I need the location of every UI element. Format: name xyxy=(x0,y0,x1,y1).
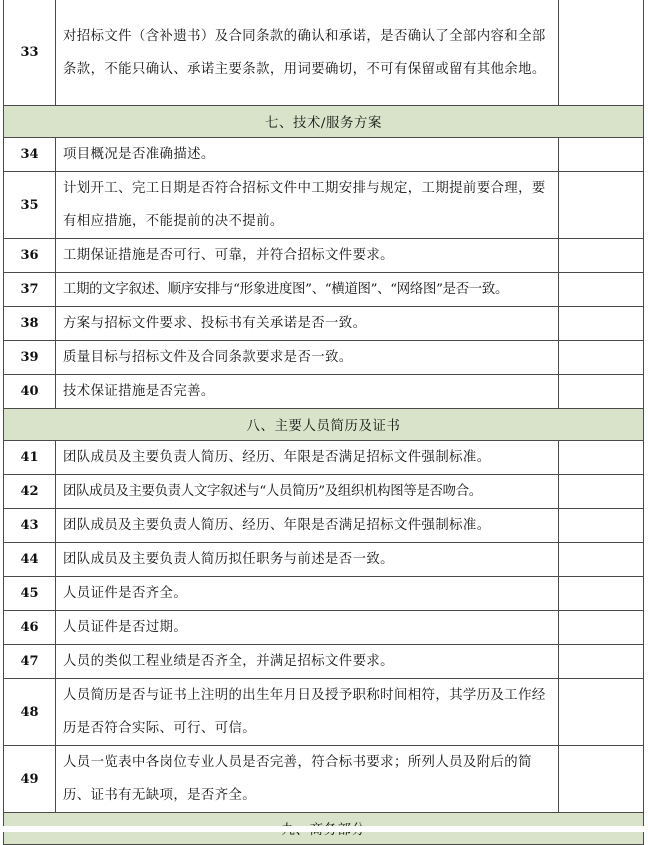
check-cell[interactable] xyxy=(559,239,644,273)
item-text: 团队成员及主要负责人简历拟任职务与前述是否一致。 xyxy=(56,543,559,577)
table-row xyxy=(4,645,644,679)
check-cell[interactable] xyxy=(559,509,644,543)
check-cell[interactable] xyxy=(559,441,644,475)
item-number: 34 xyxy=(4,138,56,172)
item-text: 项目概况是否准确描述。 xyxy=(56,138,559,172)
item-number: 41 xyxy=(4,441,56,475)
table-row xyxy=(4,172,644,239)
item-number: 45 xyxy=(4,577,56,611)
check-cell[interactable] xyxy=(559,611,644,645)
item-text: 对招标文件（含补遗书）及合同条款的确认和承诺，是否确认了全部内容和全部条款，不能只确认、承诺主要条款，用词要确切，不可有保留或留有其他余地。 xyxy=(56,0,559,106)
table-row xyxy=(4,746,644,813)
check-cell[interactable] xyxy=(559,679,644,746)
item-number: 48 xyxy=(4,679,56,746)
item-text: 人员证件是否过期。 xyxy=(56,611,559,645)
check-cell[interactable] xyxy=(559,138,644,172)
table-row xyxy=(4,543,644,577)
table-row xyxy=(4,475,644,509)
item-number: 44 xyxy=(4,543,56,577)
check-cell[interactable] xyxy=(559,577,644,611)
item-text: 团队成员及主要负责人文字叙述与“人员简历”及组织机构图等是否吻合。 xyxy=(56,475,559,509)
item-number: 49 xyxy=(4,746,56,813)
item-text: 人员简历是否与证书上注明的出生年月日及授予职称时间相符，其学历及工作经历是否符合实际、可行、可信。 xyxy=(56,679,559,746)
table-row xyxy=(4,239,644,273)
item-text: 人员一览表中各岗位专业人员是否完善，符合标书要求；所列人员及附后的简历、证书有无缺项，是否齐全。 xyxy=(56,746,559,813)
table-row xyxy=(4,441,644,475)
table-row xyxy=(4,611,644,645)
check-cell[interactable] xyxy=(559,307,644,341)
check-cell[interactable] xyxy=(559,0,644,106)
review-checklist-table xyxy=(3,0,644,845)
check-cell[interactable] xyxy=(559,543,644,577)
table-row xyxy=(4,375,644,409)
section-header xyxy=(4,409,644,441)
section-title: 八、主要人员简历及证书 xyxy=(4,409,644,441)
section-header xyxy=(4,106,644,138)
item-number: 35 xyxy=(4,172,56,239)
item-text: 团队成员及主要负责人简历、经历、年限是否满足招标文件强制标准。 xyxy=(56,509,559,543)
check-cell[interactable] xyxy=(559,375,644,409)
check-cell[interactable] xyxy=(559,341,644,375)
check-cell[interactable] xyxy=(559,475,644,509)
item-number: 36 xyxy=(4,239,56,273)
check-cell[interactable] xyxy=(559,746,644,813)
item-text: 工期的文字叙述、顺序安排与“形象进度图”、“横道图”、“网络图”是否一致。 xyxy=(56,273,559,307)
table-row xyxy=(4,341,644,375)
item-number: 43 xyxy=(4,509,56,543)
table-row xyxy=(4,509,644,543)
item-text: 人员的类似工程业绩是否齐全，并满足招标文件要求。 xyxy=(56,645,559,679)
item-number: 37 xyxy=(4,273,56,307)
item-number: 40 xyxy=(4,375,56,409)
item-text: 计划开工、完工日期是否符合招标文件中工期安排与规定，工期提前要合理，要有相应措施，不能提前的决不提前。 xyxy=(56,172,559,239)
table-row xyxy=(4,0,644,106)
table-row xyxy=(4,679,644,746)
item-number: 39 xyxy=(4,341,56,375)
item-number: 42 xyxy=(4,475,56,509)
check-cell[interactable] xyxy=(559,645,644,679)
check-cell[interactable] xyxy=(559,273,644,307)
page-margin xyxy=(0,826,648,832)
item-text: 技术保证措施是否完善。 xyxy=(56,375,559,409)
item-text: 团队成员及主要负责人简历、经历、年限是否满足招标文件强制标准。 xyxy=(56,441,559,475)
table-row xyxy=(4,577,644,611)
item-text: 质量目标与招标文件及合同条款要求是否一致。 xyxy=(56,341,559,375)
item-number: 38 xyxy=(4,307,56,341)
item-text: 方案与招标文件要求、投标书有关承诺是否一致。 xyxy=(56,307,559,341)
check-cell[interactable] xyxy=(559,172,644,239)
section-title: 七、技术/服务方案 xyxy=(4,106,644,138)
item-text: 人员证件是否齐全。 xyxy=(56,577,559,611)
item-number: 47 xyxy=(4,645,56,679)
table-row xyxy=(4,307,644,341)
item-text: 工期保证措施是否可行、可靠，并符合招标文件要求。 xyxy=(56,239,559,273)
table-row xyxy=(4,138,644,172)
table-row xyxy=(4,273,644,307)
item-number: 46 xyxy=(4,611,56,645)
item-number: 33 xyxy=(4,0,56,106)
